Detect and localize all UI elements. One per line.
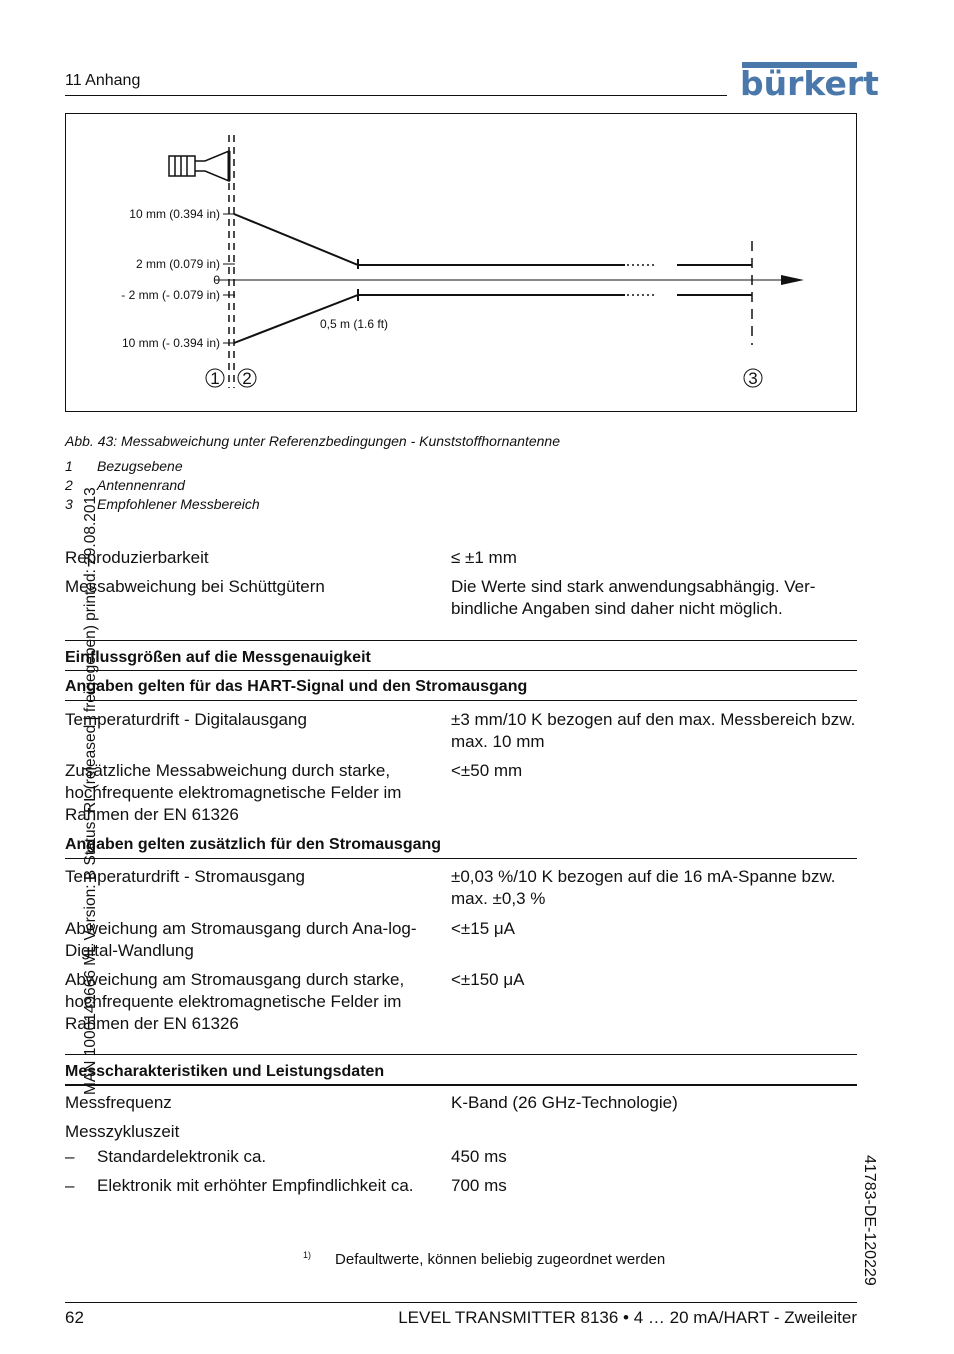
- horn-antenna-icon: [169, 151, 229, 181]
- section-title: Messcharakteristiken und Leistungsdaten: [65, 1063, 385, 1080]
- brand-logo: bürkert: [740, 64, 879, 103]
- label-distance: 0,5 m (1.6 ft): [320, 317, 389, 331]
- footnote: $^{1)}$ Defaultwerte, können beliebig zugeordnet werden: [303, 1250, 666, 1268]
- page-number: 62: [65, 1308, 84, 1327]
- section-rule: [65, 640, 857, 641]
- marker-2: 2: [242, 369, 252, 388]
- label-plus-10: 10 mm (0.394 in): [129, 207, 220, 221]
- marker-3: 3: [748, 369, 758, 388]
- marker-1: 1: [210, 369, 220, 388]
- section-rule: [65, 858, 857, 859]
- axis-arrow-icon: [781, 275, 804, 285]
- section-header: 11 Anhang: [65, 72, 141, 89]
- section-rule: [65, 1054, 857, 1055]
- section-title: Einflussgrößen auf die Messgenauigkeit: [65, 649, 371, 666]
- label-plus-2: 2 mm (0.079 in): [135, 257, 220, 271]
- figure-caption: Abb. 43: Messabweichung unter Referenzbedingungen - Kunststoffhornantenne: [65, 433, 561, 449]
- label-minus-10: 10 mm (- 0.394 in): [121, 336, 220, 350]
- legend-item: 3 Empfohlener Messbereich: [65, 496, 260, 512]
- error-band: [234, 214, 752, 343]
- footer-rule: [65, 1302, 857, 1303]
- header-rule: [65, 95, 727, 96]
- subsection-title: Angaben gelten zusätzlich für den Stromausgang: [65, 836, 442, 853]
- legend-item: 2 Antennenrand: [65, 477, 185, 493]
- section-rule: [65, 670, 857, 671]
- accuracy-diagram: [65, 113, 857, 412]
- product-name: LEVEL TRANSMITTER 8136 • 4 … 20 mA/HART - Zweileiter: [398, 1308, 857, 1327]
- legend-item: 1 Bezugsebene: [65, 458, 183, 474]
- subsection-title: Angaben gelten für das HART-Signal und den Stromausgang: [65, 678, 528, 695]
- label-minus-2: - 2 mm (- 0.079 in): [121, 288, 220, 302]
- section-rule: [65, 700, 857, 701]
- label-zero: 0: [213, 273, 220, 287]
- section-rule: [65, 1084, 857, 1086]
